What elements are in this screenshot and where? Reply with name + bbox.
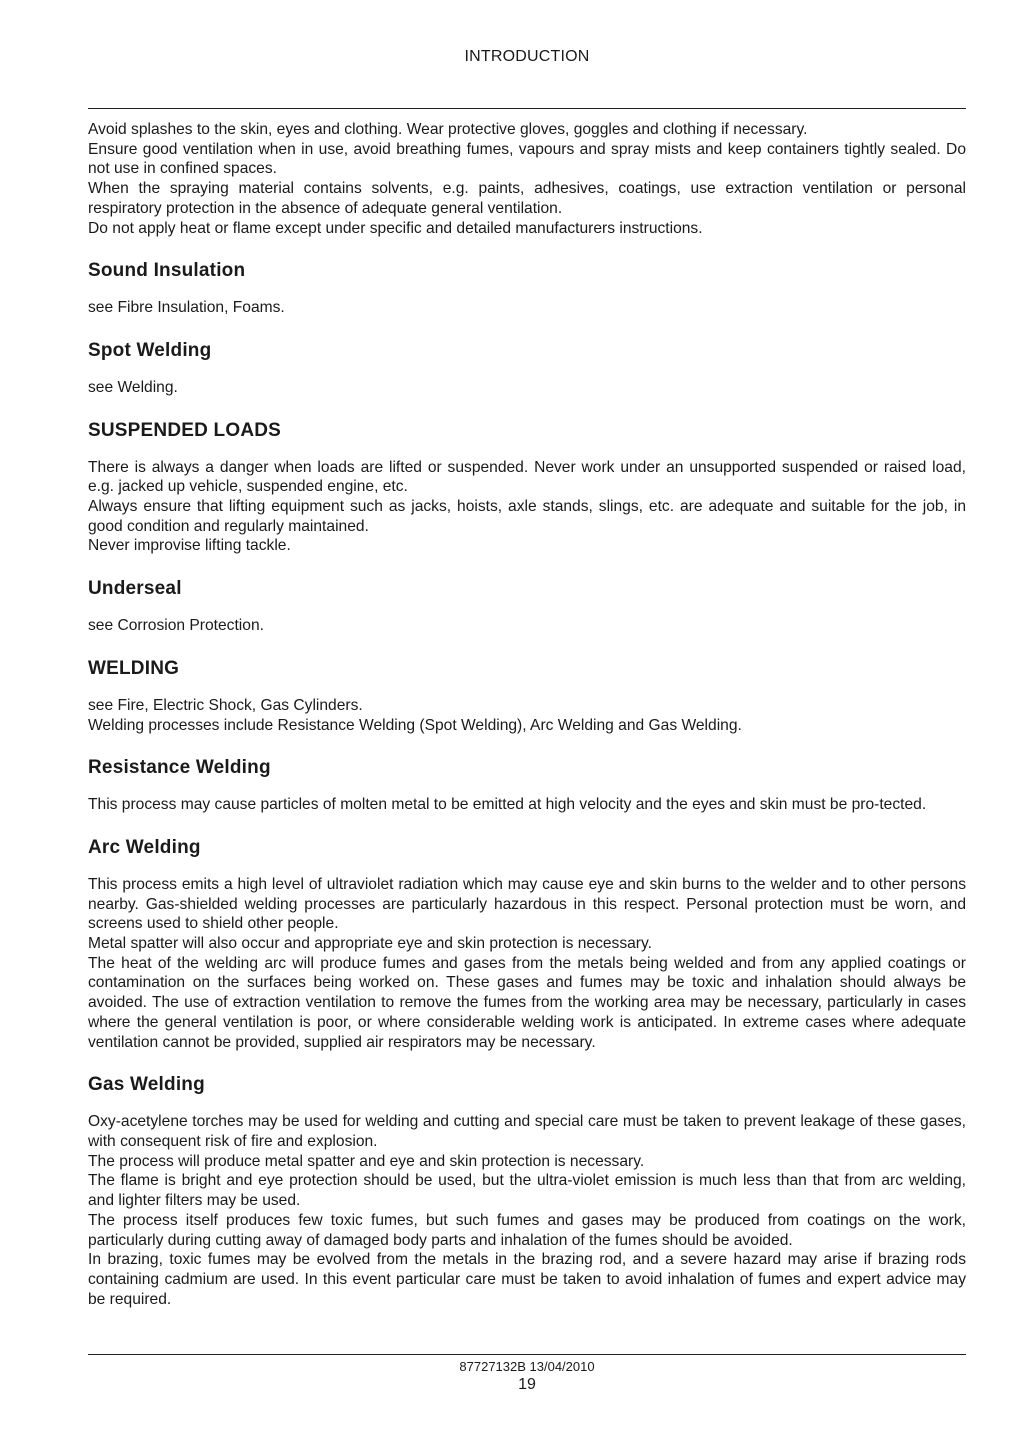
intro-paragraph: Avoid splashes to the skin, eyes and clothing. Wear protective gloves, goggles and clothing if necessary. — [88, 121, 808, 138]
section-arc-welding — [88, 836, 966, 1052]
section-paragraph: The flame is bright and eye protection should be used, but the ultra-violet emission is much less than that from arc welding, and lighter filters may be used. — [88, 1172, 966, 1210]
page-content — [88, 120, 966, 1309]
section-paragraph: see Fire, Electric Shock, Gas Cylinders. — [88, 696, 363, 714]
section-paragraph: The heat of the welding arc will produce fumes and gases from the metals being welded and from any applied coatings or contamination on the surfaces being worked on. These gases and fumes may be toxic and inhalation should always be avoided. The use of extraction ventilation to remove the fumes from the working area may be necessary, particularly in cases where the general ventilation is poor, or where considerable welding work is anticipated. In extreme cases where adequate ventilation cannot be provided, supplied air respirators may be necessary. — [88, 954, 966, 1051]
section-paragraph: There is always a danger when loads are lifted or suspended. Never work under an unsupported suspended or raised load, e.g. jacked up vehicle, suspended engine, etc. — [88, 458, 966, 496]
section-welding — [88, 657, 966, 735]
section-underseal — [88, 577, 966, 636]
section-paragraph: Welding processes include Resistance Welding (Spot Welding), Arc Welding and Gas Welding. — [88, 716, 742, 734]
footer-divider — [88, 1354, 966, 1355]
section-paragraph: The process will produce metal spatter and eye and skin protection is necessary. — [88, 1152, 645, 1170]
section-heading: Sound Insulation — [88, 260, 246, 282]
section-paragraph: The process itself produces few toxic fumes, but such fumes and gases may be produced from coatings on the work, particularly during cutting away of damaged body parts and inhalation of the fumes should be avoided. — [88, 1211, 966, 1249]
section-paragraph: see Corrosion Protection. — [88, 617, 264, 635]
section-gas-welding — [88, 1073, 966, 1309]
section-paragraph: This process emits a high level of ultraviolet radiation which may cause eye and skin burns to the welder and to other persons nearby. Gas-shielded welding processes are particularly hazardous in this respect. Personal protection must be worn, and screens used to shield other people. — [88, 875, 966, 933]
section-paragraph: Metal spatter will also occur and appropriate eye and skin protection is necessary. — [88, 935, 652, 953]
section-suspended-loads — [88, 419, 966, 557]
section-paragraph: Never improvise lifting tackle. — [88, 537, 291, 555]
section-heading: Spot Welding — [88, 339, 212, 361]
section-sound-insulation — [88, 259, 966, 318]
page-number: 19 — [518, 1376, 536, 1393]
document-code: 87727132B 13/04/2010 — [459, 1359, 595, 1374]
section-paragraph: In brazing, toxic fumes may be evolved from the metals in the brazing rod, and a severe hazard may arise if brazing rods containing cadmium are used. In this event particular care must be taken to avoid inhalation of fumes and expert advice may be required. — [88, 1251, 966, 1308]
section-paragraph: This process may cause particles of molten metal to be emitted at high velocity and the eyes and skin must be pro-tected. — [88, 796, 927, 814]
section-heading: Underseal — [88, 578, 182, 600]
intro-paragraph: Ensure good ventilation when in use, avoid breathing fumes, vapours and spray mists and keep containers tightly sealed. Do not use in confined spaces. — [88, 140, 966, 178]
page-header-title: INTRODUCTION — [464, 48, 590, 65]
header-divider — [88, 108, 966, 109]
section-heading: Resistance Welding — [88, 757, 271, 779]
section-spot-welding — [88, 339, 966, 398]
intro-paragraph: Do not apply heat or flame except under specific and detailed manufacturers instructions. — [88, 219, 703, 237]
section-resistance-welding — [88, 756, 966, 815]
section-heading: WELDING — [88, 657, 180, 679]
intro-paragraph: When the spraying material contains solvents, e.g. paints, adhesives, coatings, use extraction ventilation or personal respiratory protection in the absence of adequate general ventilation. — [88, 180, 966, 217]
section-heading: Arc Welding — [88, 836, 201, 858]
section-paragraph: Always ensure that lifting equipment such as jacks, hoists, axle stands, slings, etc. are adequate and suitable for the job, in good condition and regularly maintained. — [88, 498, 966, 535]
section-heading: Gas Welding — [88, 1074, 205, 1096]
section-paragraph: Oxy-acetylene torches may be used for welding and cutting and special care must be taken to prevent leakage of these gases, with consequent risk of fire and explosion. — [88, 1113, 966, 1150]
section-paragraph: see Fibre Insulation, Foams. — [88, 299, 285, 317]
intro-block — [88, 120, 966, 238]
section-paragraph: see Welding. — [88, 378, 178, 396]
section-heading: SUSPENDED LOADS — [88, 419, 282, 441]
